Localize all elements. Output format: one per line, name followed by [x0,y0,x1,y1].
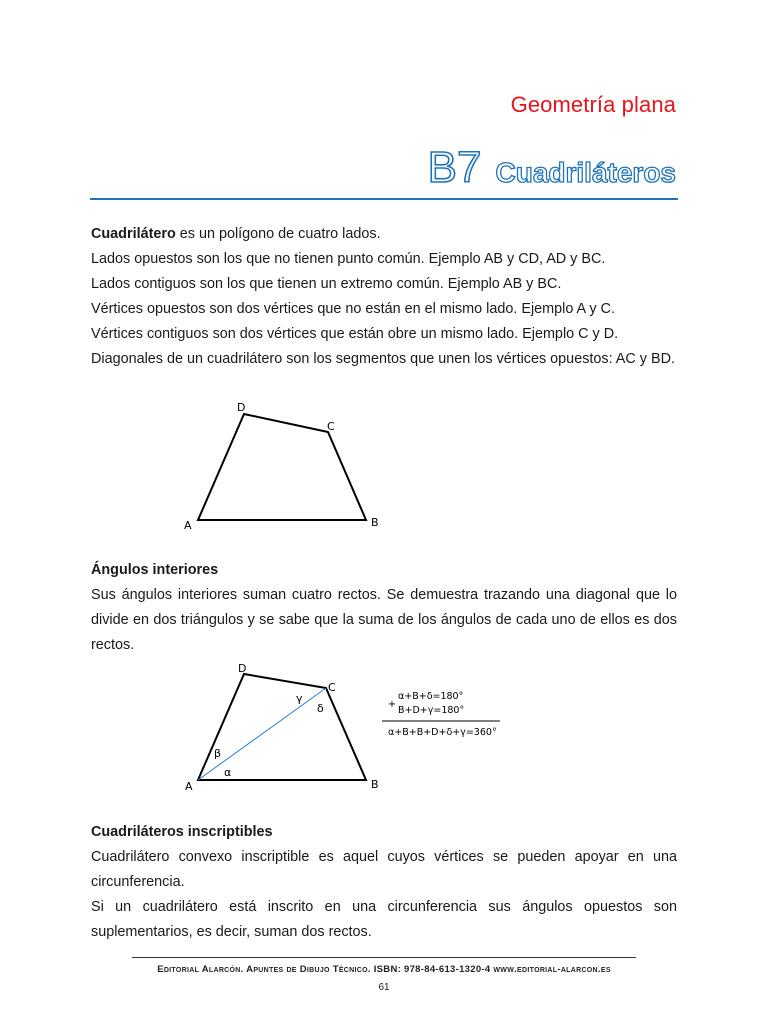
intro-def: es un polígono de cuatro lados. [175,226,381,242]
chapter-code: B7 [427,143,482,192]
page-number: 61 [378,982,390,993]
vertex-label-c: C [327,420,335,433]
angle-label-beta: β [214,747,222,760]
vertex-label-b: B [371,778,379,791]
vertex-label-d: D [237,401,246,414]
vertex-label-d: D [238,662,247,675]
vertex-label-b: B [371,516,379,529]
intro-line: Vértices contiguos son dos vértices que están obre un mismo lado. Ejemplo C y D. [91,326,619,342]
chapter-title: Cuadriláteros [495,157,676,188]
angle-label-alpha: α [224,766,232,779]
section-title: Geometría plana [510,92,676,117]
inscribable-section [91,820,677,945]
header-rule [90,198,678,200]
intro-definition [91,222,677,247]
intro-block [91,222,677,372]
intro-term: Cuadrilátero [91,226,176,242]
vertex-label-a: A [185,780,193,793]
formula-total: α+B+B+D+δ+γ=360° [388,727,497,738]
figure-angles [170,660,410,800]
formula-line-1: α+B+δ=180° [398,691,464,702]
inscribable-heading: Cuadriláteros inscriptibles [91,824,273,840]
angle-label-gamma: γ [296,692,303,705]
footer-credits: Editorial Alarcón. Apuntes de Dibujo Técnico. ISBN: 978-84-613-1320-4 www.editorial-alarcon.es [157,964,611,975]
intro-line: Lados contiguos son los que tienen un extremo común. Ejemplo AB y BC. [91,276,562,292]
inscribable-text-1: Cuadrilátero convexo inscriptible es aquel cuyos vértices se pueden apoyar en una circunferencia. [91,849,677,890]
footer-rule [132,957,636,958]
quadrilateral-shape [198,674,366,780]
formula-line-2: B+D+γ=180° [398,705,465,716]
figure-quadrilateral [170,396,410,536]
vertex-label-a: A [184,519,192,532]
intro-line: Lados opuestos son los que no tienen punto común. Ejemplo AB y CD, AD y BC. [91,251,606,267]
angles-heading: Ángulos interiores [91,562,219,578]
quadrilateral-shape [198,414,366,520]
intro-line: Vértices opuestos son dos vértices que no están en el mismo lado. Ejemplo A y C. [91,301,615,317]
chapter-heading [427,143,676,192]
angles-text: Sus ángulos interiores suman cuatro rectos. Se demuestra trazando una diagonal que lo divide en dos triángulos y se sabe que la suma de los ángulos de cada uno de ellos es dos rectos. [91,587,677,653]
angles-section [91,558,677,658]
angle-sum-formula [380,684,504,742]
angle-label-delta: δ [317,702,324,715]
formula-plus: + [388,699,396,710]
intro-line: Diagonales de un cuadrilátero son los segmentos que unen los vértices opuestos: AC y BD. [91,351,675,367]
vertex-label-c: C [328,681,336,694]
inscribable-text-2: Si un cuadrilátero está inscrito en una circunferencia sus ángulos opuestos son suplementarios, es decir, suman dos rectos. [91,899,677,940]
